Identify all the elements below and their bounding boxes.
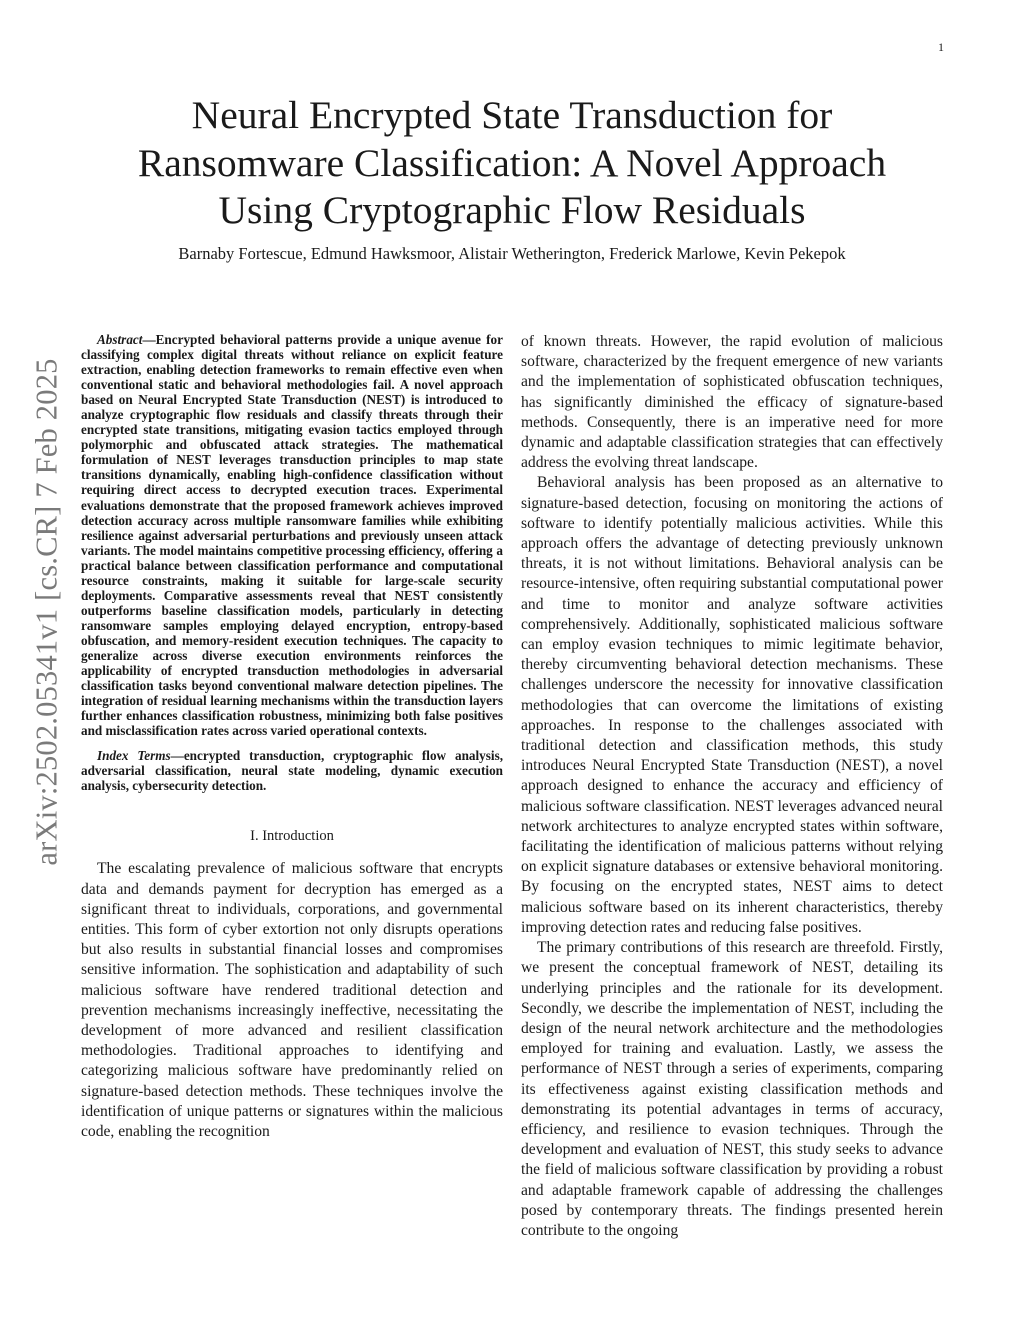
index-terms [81, 748, 503, 793]
index-terms-label: Index Terms [97, 748, 171, 764]
arxiv-identifier[interactable]: arXiv:2502.05341v1 [cs.CR] 7 Feb 2025 [29, 358, 64, 866]
abstract-text: —Encrypted behavioral patterns provide a unique avenue for classifying complex digital threats without reliance on explicit feature extraction, enabling detection frameworks to remain effective even when conventional static and behavioral methodologies fail. A novel approach based on Neural Encrypted State Transduction (NEST) is introduced to analyze cryptographic flow residuals and classify threats through their encrypted state transitions, mitigating evasion tactics employed through polymorphic and obfuscated attack strategies. The mathematical formulation of NEST leverages transduction principles to map state transitions dynamically, enabling high-confidence classification without requiring direct access to decrypted execution traces. Experimental evaluations demonstrate that the proposed framework achieves improved detection accuracy across multiple ransomware families while exhibiting resilience against adversarial perturbations and previously unseen attack variants. The model maintains competitive processing efficiency, offering a practical balance between classification performance and computational resource constraints, making it suitable for large-scale security deployments. Comparative assessments reveal that NEST consistently outperforms baseline classification models, particularly in detecting ransomware samples employing delayed encryption, entropy-based obfuscation, and memory-resident execution techniques. The capacity to generalize across diverse execution environments reinforces the applicability of encrypted transduction methodologies in adversarial classification tasks beyond conventional malware detection pipelines. The integration of residual learning mechanisms within the transduction layers further enhances classification robustness, minimizing both false positives and misclassification rates across varied operational contexts. [81, 332, 503, 739]
intro-paragraph-continued: of known threats. However, the rapid evolution of malicious software, characterized by the frequent emergence of new variants and the implementation of sophisticated obfuscation techniques, has significantly diminished the efficacy of signature-based methods. Consequently, there is an imperative need for more dynamic and adaptable classification strategies that can effectively address the evolving threat landscape. [521, 333, 943, 472]
abstract [81, 332, 503, 738]
left-column [81, 332, 503, 1142]
section-heading-introduction: I. Introduction [250, 828, 334, 845]
page-number: 1 [938, 40, 944, 54]
author-list: Barnaby Fortescue, Edmund Hawksmoor, Alistair Wetherington, Frederick Marlowe, Kevin Pekepok [178, 244, 846, 263]
right-column [521, 332, 943, 1241]
paper-title: Neural Encrypted State Transduction for Ransomware Classification: A Novel Approach Using Cryptographic Flow Residuals [137, 93, 887, 232]
index-terms-text: —encrypted transduction, cryptographic flow analysis, adversarial classification, neural state modeling, dynamic execution analysis, cybersecurity detection. [81, 748, 503, 794]
intro-paragraph-3: The primary contributions of this research are threefold. Firstly, we present the conceptual framework of NEST, detailing its underlying principles and the rationale for its development. Secondly, we describe the implementation of NEST, including the design of the neural network architecture and the methodologies employed for training and evaluation. Lastly, we assess the performance of NEST through a series of experiments, comparing its effectiveness against existing classification methods and demonstrating its potential advantages in terms of accuracy, efficiency, and resilience to evasion techniques. Through the development and evaluation of NEST, this study seeks to advance the field of malicious software classification by providing a robust and adaptable framework capable of addressing the challenges posed by contemporary threats. The findings presented herein contribute to the ongoing [521, 939, 943, 1239]
intro-paragraph-2: Behavioral analysis has been proposed as an alternative to signature-based detection, focusing on monitoring the actions of software to identify potentially malicious activities. While this approach offers the advantage of detecting previously unknown threats, it is not without limitations. Behavioral analysis can be resource-intensive, often requiring substantial computational power and time to monitor and analyze software activities comprehensively. Additionally, sophisticated malicious software can employ evasion techniques to mimic legitimate behavior, thereby circumventing behavioral detection mechanisms. These challenges underscore the necessity for innovative classification methodologies that can overcome the limitations of existing approaches. In response to the challenges associated with traditional detection and classification methods, this study introduces Neural Encrypted State Transduction (NEST), a novel approach designed to enhance the accuracy and efficiency of malicious software classification. NEST leverages advanced neural network architectures to analyze encrypted states within software, facilitating the identification of malicious patterns without relying on explicit signature databases or extensive behavioral monitoring. By focusing on the encrypted states, NEST aims to detect malicious software based on its inherent characteristics, thereby improving detection rates and reducing false positives. [521, 474, 943, 936]
intro-paragraph-1: The escalating prevalence of malicious software that encrypts data and demands payment for decryption has emerged as a significant threat to individuals, corporations, and governmental entities. This form of cyber extortion not only disrupts operations but also results in substantial financial losses and compromises sensitive information. The sophistication and adaptability of such malicious software have rendered traditional detection and prevention mechanisms increasingly ineffective, necessitating the development of more advanced and resilient classification methodologies. Traditional approaches to identifying and categorizing malicious software have predominantly relied on signature-based detection methods. These techniques involve the identification of unique patterns or signatures within the malicious code, enabling the recognition [81, 860, 503, 1141]
abstract-label: Abstract [97, 332, 143, 347]
